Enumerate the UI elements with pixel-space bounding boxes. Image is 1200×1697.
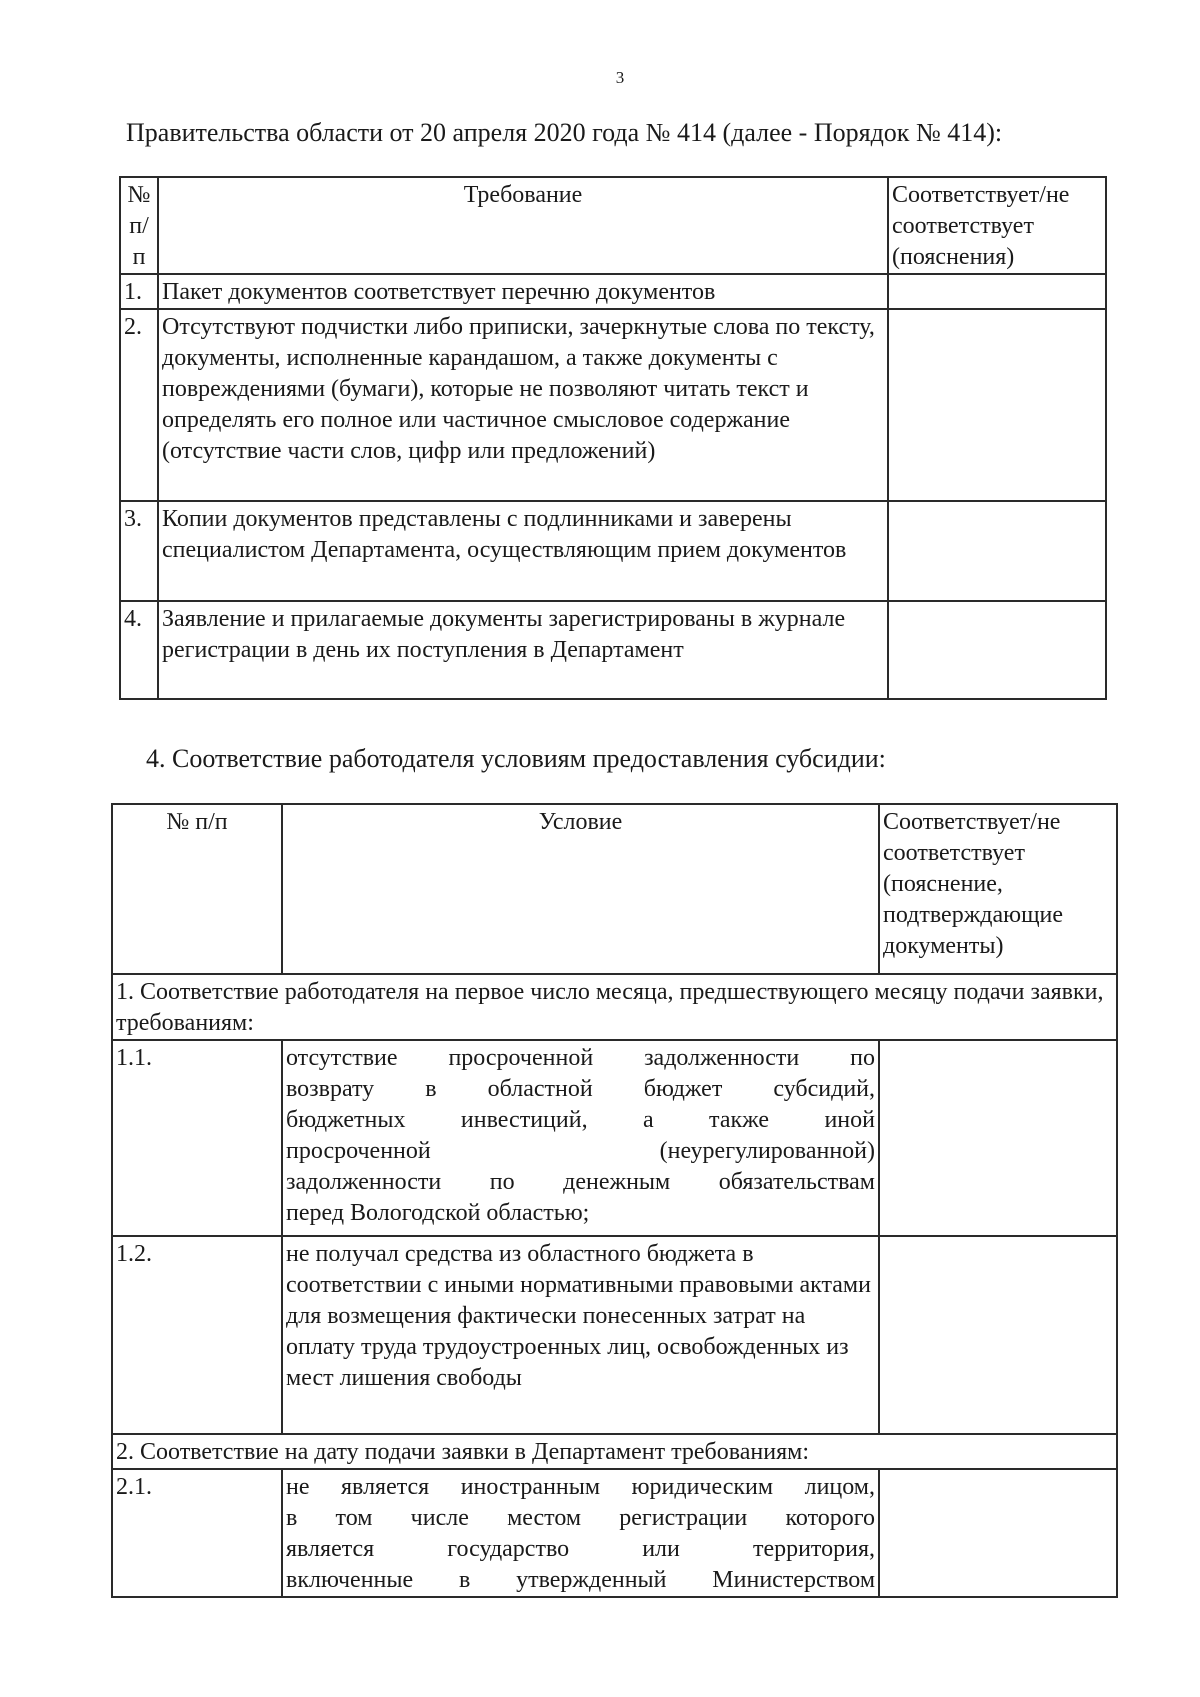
group-row [112,974,1117,1040]
table-row [120,601,1106,699]
row-number: 1.1. [112,1040,282,1236]
group-row [112,1434,1117,1469]
requirement-text: Копии документов представлены с подлинниками и заверены специалистом Департамента, осуществляющим прием документов [158,501,888,601]
condition-line: отсутствие просроченной задолженности по [286,1045,875,1071]
row-number: 2.1. [112,1469,282,1597]
condition-text [282,1469,879,1597]
document-requirements-table [119,176,1107,700]
row-number: 3. [120,501,158,601]
condition-line: в том числе местом регистрации которого [286,1505,875,1531]
condition-line: не является иностранным юридическим лицом, [286,1474,875,1500]
status-cell [879,1236,1117,1434]
table-header-row [112,804,1117,974]
section-heading: 4. Соответствие работодателя условиям предоставления субсидии: [146,744,886,773]
condition-line: задолженности по денежным обязательствам [286,1169,875,1195]
status-cell [888,274,1106,309]
row-number: 4. [120,601,158,699]
condition-line: перед Вологодской областью; [286,1200,590,1226]
table-header-row [120,177,1106,274]
status-cell [879,1040,1117,1236]
condition-line: просроченной (неурегулированной) [286,1138,875,1164]
requirement-text: Пакет документов соответствует перечню документов [158,274,888,309]
intro-text: Правительства области от 20 апреля 2020 года № 414 (далее - Порядок № 414): [126,118,1003,147]
group-title: 2. Соответствие на дату подачи заявки в Департамент требованиям: [112,1434,1117,1469]
employer-conditions-table [111,803,1118,1598]
status-cell [879,1469,1117,1597]
column-header-status: Соответствует/не соответствует (пояснение, подтверждающие документы) [879,804,1117,974]
requirement-text: Заявление и прилагаемые документы зарегистрированы в журнале регистрации в день их поступления в Департамент [158,601,888,699]
column-header-requirement: Требование [158,177,888,274]
group-title: 1. Соответствие работодателя на первое число месяца, предшествующего месяцу подачи заявки, требованиям: [112,974,1117,1040]
condition-text [282,1040,879,1236]
condition-line: включенные в утвержденный Министерством [286,1567,875,1593]
status-cell [888,501,1106,601]
row-number: 1.2. [112,1236,282,1434]
column-header-number: № п/п [120,177,158,274]
condition-line: бюджетных инвестиций, а также иной [286,1107,875,1133]
table-row [120,501,1106,601]
table-row [112,1040,1117,1236]
table-row [120,309,1106,501]
condition-line: является государство или территория, [286,1536,875,1562]
row-number: 1. [120,274,158,309]
table-row [112,1236,1117,1434]
column-header-number: № п/п [112,804,282,974]
column-header-status: Соответствует/не соответствует (пояснения) [888,177,1106,274]
status-cell [888,601,1106,699]
status-cell [888,309,1106,501]
requirement-text: Отсутствуют подчистки либо приписки, зачеркнутые слова по тексту, документы, исполненные карандашом, а также документы с повреждениями (бумаги), которые не позволяют читать текст и определять его полное или частичное смысловое содержание (отсутствие части слов, цифр или предложений) [158,309,888,501]
page-number: 3 [615,68,625,87]
condition-line: возврату в областной бюджет субсидий, [286,1076,875,1102]
column-header-condition: Условие [282,804,879,974]
table-row [112,1469,1117,1597]
table-row [120,274,1106,309]
row-number: 2. [120,309,158,501]
condition-text: не получал средства из областного бюджета в соответствии с иными нормативными правовыми актами для возмещения фактически понесенных затрат на оплату труда трудоустроенных лиц, освобожденных из мест лишения свободы [282,1236,879,1434]
